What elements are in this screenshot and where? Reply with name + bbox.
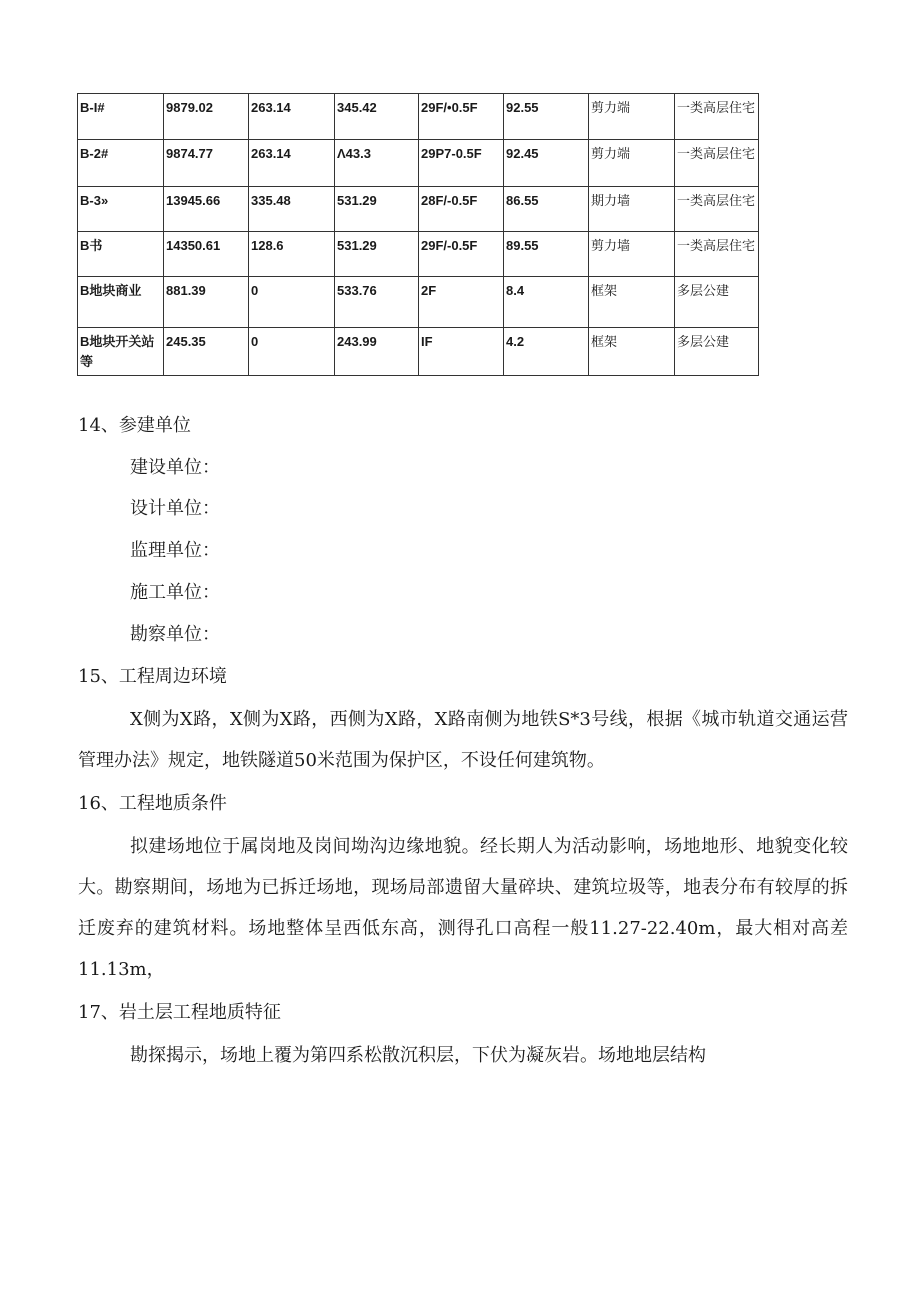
cell-area-total: 9879.02 — [164, 94, 249, 140]
section-17-title: 17、岩土层工程地质特征 — [78, 1002, 281, 1023]
survey-unit-label: 勘察单位： — [130, 624, 220, 645]
cell-building-id: B地块商业 — [78, 277, 164, 328]
cell-area-footprint: 533.76 — [335, 277, 419, 328]
cell-area-total: 13945.66 — [164, 187, 249, 232]
cell-structure: 剪力端 — [589, 140, 675, 187]
cell-building-id: B书 — [78, 232, 164, 277]
cell-area-footprint: Λ43.3 — [335, 140, 419, 187]
cell-floors: 29P7-0.5F — [419, 140, 504, 187]
cell-area-basement: 0 — [249, 277, 335, 328]
cell-height: 8.4 — [504, 277, 589, 328]
construction-unit-label: 建设单位： — [130, 457, 220, 478]
design-unit-label: 设计单位： — [130, 498, 220, 519]
cell-area-total: 9874.77 — [164, 140, 249, 187]
table-row — [78, 187, 759, 232]
table-row — [78, 140, 759, 187]
table-row — [78, 94, 759, 140]
cell-height: 92.45 — [504, 140, 589, 187]
cell-area-total: 14350.61 — [164, 232, 249, 277]
cell-area-basement: 263.14 — [249, 140, 335, 187]
cell-category: 一类高层住宅 — [675, 232, 759, 277]
cell-area-basement: 0 — [249, 328, 335, 376]
cell-building-id: B-I# — [78, 94, 164, 140]
cell-area-basement: 263.14 — [249, 94, 335, 140]
cell-height: 92.55 — [504, 94, 589, 140]
cell-structure: 框架 — [589, 277, 675, 328]
cell-structure: 期力墙 — [589, 187, 675, 232]
cell-height: 4.2 — [504, 328, 589, 376]
cell-area-basement: 335.48 — [249, 187, 335, 232]
cell-category: 一类高层住宅 — [675, 140, 759, 187]
cell-structure: 框架 — [589, 328, 675, 376]
cell-category: 一类高层住宅 — [675, 187, 759, 232]
table-row — [78, 328, 759, 376]
building-table — [77, 93, 759, 376]
cell-floors: 2F — [419, 277, 504, 328]
cell-building-id: B地块开关站等 — [78, 328, 164, 376]
cell-category: 多层公建 — [675, 328, 759, 376]
cell-structure: 剪力墙 — [589, 232, 675, 277]
supervision-unit-label: 监理单位： — [130, 540, 220, 561]
cell-height: 86.55 — [504, 187, 589, 232]
cell-area-footprint: 531.29 — [335, 187, 419, 232]
cell-structure: 剪力端 — [589, 94, 675, 140]
section-14-title: 14、参建单位 — [78, 415, 191, 436]
cell-area-footprint: 243.99 — [335, 328, 419, 376]
cell-area-footprint: 345.42 — [335, 94, 419, 140]
cell-area-basement: 128.6 — [249, 232, 335, 277]
cell-building-id: B-2# — [78, 140, 164, 187]
cell-category: 多层公建 — [675, 277, 759, 328]
cell-floors: IF — [419, 328, 504, 376]
cell-floors: 28F/-0.5F — [419, 187, 504, 232]
contractor-unit-label: 施工单位： — [130, 582, 220, 603]
section-17-body: 勘探揭示，场地上覆为第四系松散沉积层，下伏为凝灰岩。场地地层结构 — [130, 1045, 706, 1066]
section-16-title: 16、工程地质条件 — [78, 793, 227, 814]
section-15-body: X侧为X路，X侧为X路，西侧为X路，X路南侧为地铁S*3号线，根据《城市轨道交通运营管理办法》规定，地铁隧道50米范围为保护区，不设任何建筑物。 — [78, 709, 848, 771]
table-row — [78, 232, 759, 277]
cell-area-total: 881.39 — [164, 277, 249, 328]
cell-area-footprint: 531.29 — [335, 232, 419, 277]
table-row — [78, 277, 759, 328]
cell-floors: 29F/•0.5F — [419, 94, 504, 140]
section-16-body: 拟建场地位于属岗地及岗间坳沟边缘地貌。经长期人为活动影响，场地地形、地貌变化较大。勘察期间，场地为已拆迁场地，现场局部遗留大量碎块、建筑垃圾等，地表分布有较厚的拆迁废弃的建筑材料。场地整体呈西低东高，测得孔口高程一般11.27-22.40m，最大相对高差11.13m， — [78, 836, 848, 980]
section-15-title: 15、工程周边环境 — [78, 666, 227, 687]
cell-area-total: 245.35 — [164, 328, 249, 376]
cell-height: 89.55 — [504, 232, 589, 277]
cell-category: 一类高层住宅 — [675, 94, 759, 140]
cell-floors: 29F/-0.5F — [419, 232, 504, 277]
cell-building-id: B-3» — [78, 187, 164, 232]
